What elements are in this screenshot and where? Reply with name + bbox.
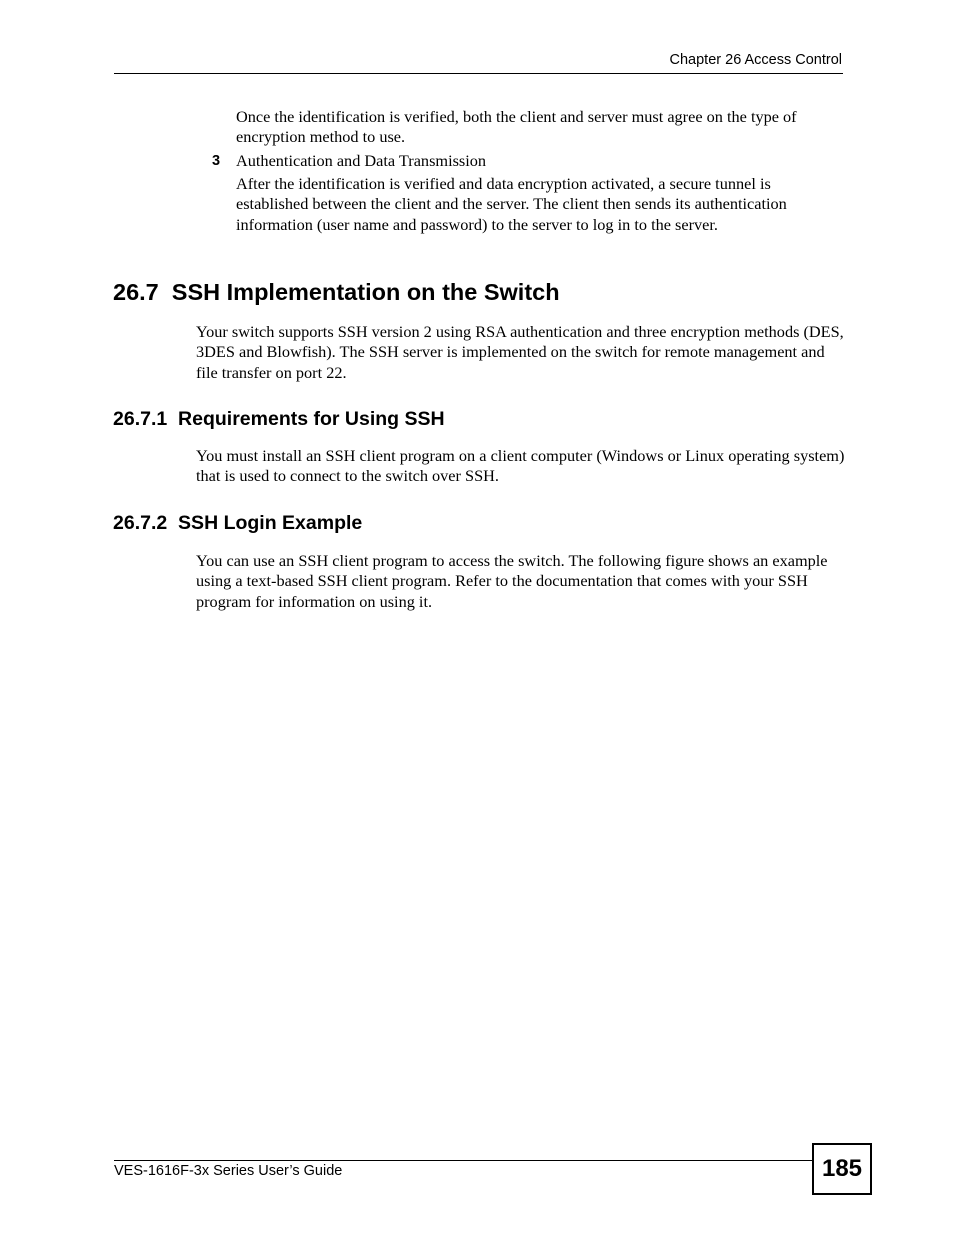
page-number: 185 <box>812 1143 872 1195</box>
section-heading-26-7-1: 26.7.1 Requirements for Using SSH <box>113 408 445 430</box>
section-26-7-2-paragraph: You can use an SSH client program to access the switch. The following figure shows an example using a text-based SSH client program. Refer to the documentation that comes with your SSH program for information on using it. <box>196 551 828 611</box>
section-heading-26-7-2: 26.7.2 SSH Login Example <box>113 512 363 534</box>
guide-title: VES-1616F-3x Series User’s Guide <box>114 1163 343 1179</box>
section-26-7-paragraph: Your switch supports SSH version 2 using RSA authentication and three encryption methods (DES, 3DES and Blowfish). The SSH server is implemented on the switch for remote management and file transfer on port 22. <box>196 322 844 382</box>
section-heading-26-7: 26.7 SSH Implementation on the Switch <box>113 279 560 305</box>
header-divider <box>114 73 843 74</box>
step-title: Authentication and Data Transmission <box>236 151 487 170</box>
footer-divider <box>114 1160 812 1161</box>
step-number: 3 <box>212 153 221 169</box>
section-26-7-1-paragraph: You must install an SSH client program on a client computer (Windows or Linux operating system) that is used to connect to the switch over SSH. <box>196 446 845 486</box>
step-paragraph: After the identification is verified and data encryption activated, a secure tunnel is established between the client and the server. The client then sends its authentication information (user name and password) to the server to log in to the server. <box>236 174 787 234</box>
intro-paragraph: Once the identification is verified, both the client and server must agree on the type of encryption method to use. <box>236 107 797 147</box>
chapter-header: Chapter 26 Access Control <box>669 52 842 68</box>
